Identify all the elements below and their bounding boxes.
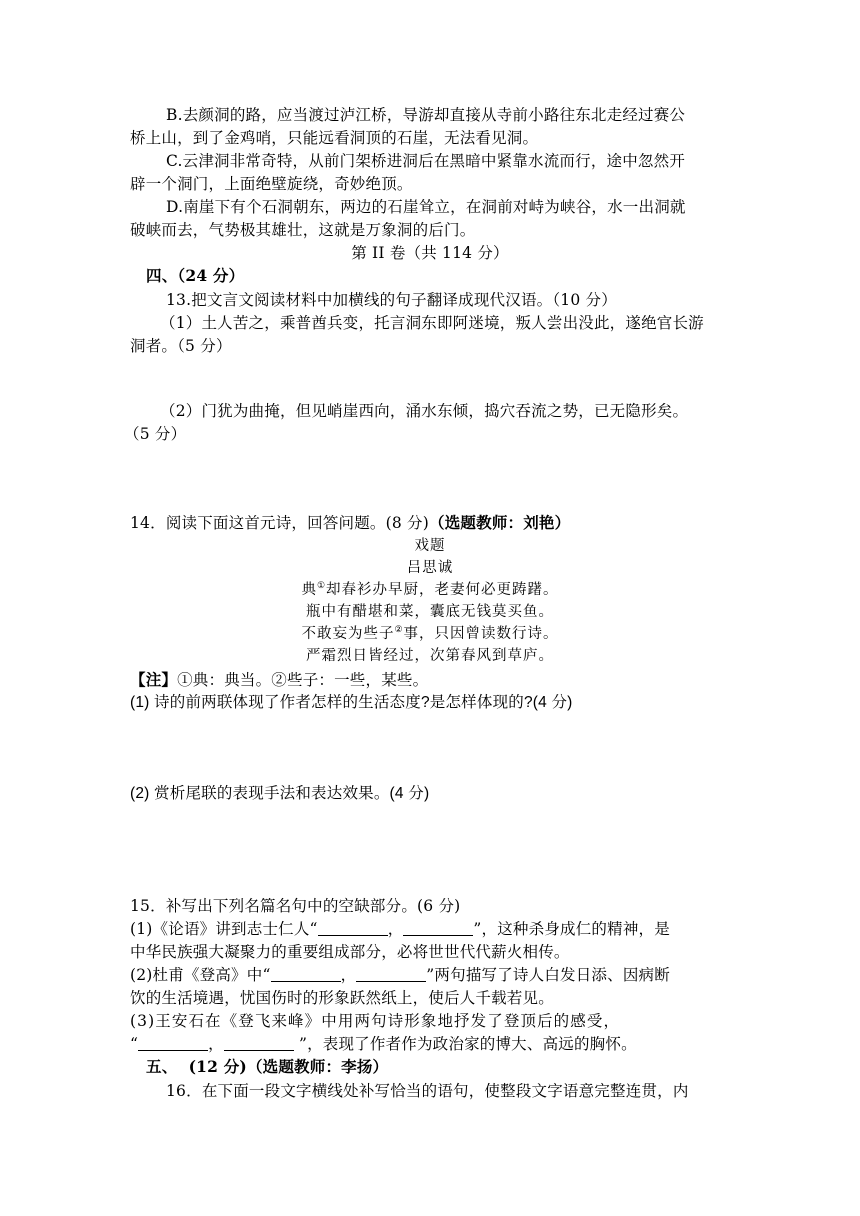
option-c-line-2: 辟一个洞门，上面绝壁旋绕，奇妙绝顶。	[130, 175, 413, 193]
q13-item-2-line-2: （5 分）	[124, 425, 187, 443]
q13-item-1-line-1: （1）土人苦之，乘普酋兵变，托言洞东即阿迷境，叛人尝出没此，遂绝官长游	[160, 314, 704, 332]
q13-item-2-line-1: （2）门犹为曲掩，但见峭崖西向，涌水东倾，捣穴吞流之势，已无隐形矣。	[160, 402, 689, 420]
fill-blank[interactable]	[224, 1036, 294, 1051]
option-d-line-2: 破峡而去，气势极其雄壮，这就是万象洞的后门。	[130, 221, 476, 239]
question-13-prompt: 13.把文言文阅读材料中加横线的句子翻译成现代汉语。（10 分）	[166, 291, 617, 309]
question-14-prompt	[130, 512, 570, 534]
option-c-line-1: C.云津洞非常奇特，从前门架桥进洞后在黑暗中紧靠水流而行，途中忽然开	[166, 152, 686, 170]
poem-title: 戏题	[414, 538, 446, 554]
section-4-heading: 四、（24 分）	[146, 266, 245, 285]
question-16-prompt: 16．在下面一段文字横线处补写恰当的语句，使整段文字语意完整连贯，内	[166, 1082, 689, 1100]
poem-line-1: 典①却春衫办早厨，老妻何必更踌躇。	[301, 581, 559, 598]
q13-item-1-line-2: 洞者。（5 分）	[130, 337, 232, 355]
fill-blank[interactable]	[138, 1036, 208, 1051]
q14-subquestion-1: (1) 诗的前两联体现了作者怎样的生活态度?是怎样体现的?(4 分)	[130, 694, 573, 711]
q15-item-2-line-1: (2)杜甫《登高》中“ ， ”两句描写了诗人白发日添、因病断	[130, 966, 670, 984]
option-b-line-2: 桥上山，到了金鸡哨，只能远看洞顶的石崖，无法看见洞。	[130, 129, 539, 147]
note-label: 【注】	[130, 670, 178, 689]
q14-teacher-credit: （选题教师：刘艳）	[429, 513, 571, 532]
footnote-marker-1: ①	[316, 581, 327, 591]
q14-subquestion-2: (2) 赏析尾联的表现手法和表达效果。(4 分)	[130, 785, 430, 802]
q15-item-3-line-2: “ ， ”，表现了作者作为政治家的博大、高远的胸怀。	[130, 1035, 637, 1053]
poem-line-4: 严霜烈日皆经过，次第春风到草庐。	[306, 648, 554, 664]
fill-blank[interactable]	[356, 967, 426, 982]
option-d-line-1: D.南崖下有个石洞朝东，两边的石崖耸立，在洞前对峙为峡谷，水一出洞就	[166, 198, 686, 216]
fill-blank[interactable]	[403, 921, 473, 936]
section-5-heading: 五、 (12 分)（选题教师：李扬）	[146, 1057, 389, 1076]
q15-item-3-line-1: (3)王安石在《登飞来峰》中用两句诗形象地抒发了登顶后的感受，	[130, 1012, 621, 1030]
option-b-line-1: B.去颜洞的路，应当渡过泸江桥，导游却直接从寺前小路往东北走经过赛公	[166, 106, 686, 124]
fill-blank[interactable]	[318, 921, 388, 936]
poem-line-2: 瓶中有醋堪和菜，囊底无钱莫买鱼。	[306, 604, 554, 620]
volume-2-heading: 第 II 卷（共 114 分）	[351, 244, 509, 262]
q15-item-1-line-2: 中华民族强大凝聚力的重要组成部分，必将世世代代薪火相传。	[130, 943, 570, 961]
q14-prompt-text: 14．阅读下面这首元诗，回答问题。(8 分)	[130, 514, 430, 532]
question-15-prompt: 15．补写出下列名篇名句中的空缺部分。(6 分)	[130, 897, 461, 915]
q15-item-2-line-2: 饮的生活境遇，忧国伤时的形象跃然纸上，使后人千载若见。	[130, 989, 554, 1007]
fill-blank[interactable]	[271, 967, 341, 982]
q15-item-1-line-1: (1)《论语》讲到志士仁人“ ， ”，这种杀身成仁的精神，是	[130, 920, 670, 938]
poem-line-3: 不敢妄为些子②事，只因曾读数行诗。	[301, 625, 559, 642]
footnote-marker-2: ②	[394, 625, 404, 635]
poem-note	[130, 669, 428, 691]
poem-author: 吕思诚	[406, 560, 454, 576]
note-text: ①典：典当。②些子：一些，某些。	[177, 671, 429, 689]
